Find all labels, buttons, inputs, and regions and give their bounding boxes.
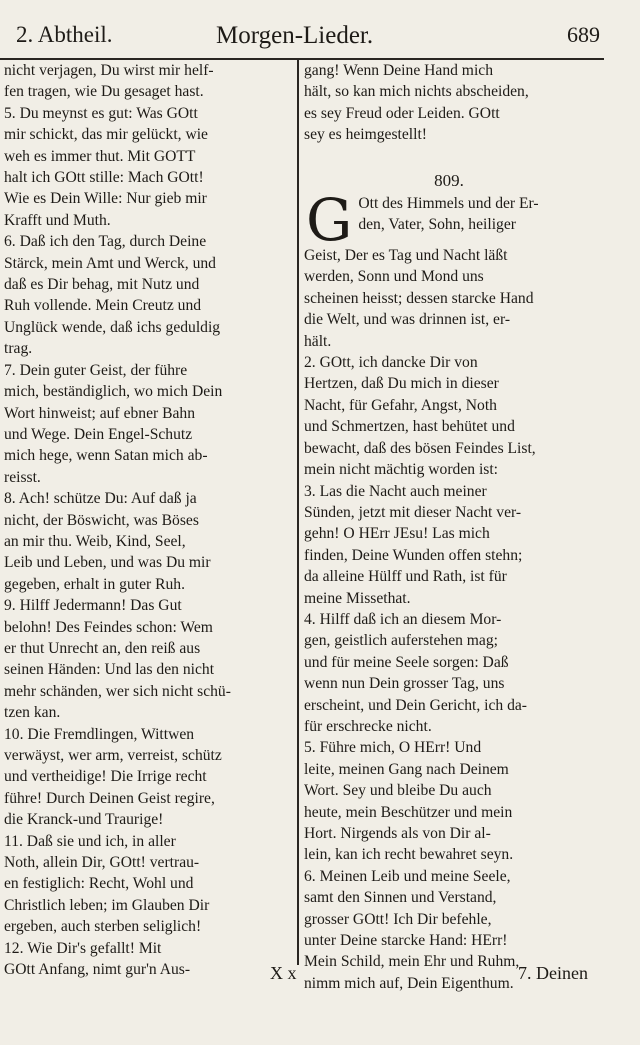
text-line: lein, kan ich recht bewahret seyn. (304, 846, 514, 864)
right-column (304, 60, 594, 994)
drop-cap: G (306, 186, 353, 255)
text-line: verwäyst, wer arm, verreist, schütz (4, 747, 222, 764)
text-line: nicht, der Böswicht, was Böses (4, 511, 199, 529)
text-line: Noth, allein Dir, GOtt! vertrau- (4, 854, 200, 872)
text-line: Wie es Dein Wille: Nur gieb mir (4, 190, 207, 208)
text-line: es sey Freud oder Leiden. GOtt (304, 104, 500, 122)
text-line: trag. (4, 340, 33, 358)
text-line: bewacht, daß des bösen Feindes List, (304, 439, 536, 457)
text-line: an mir thu. Weib, Kind, Seel, (4, 532, 186, 550)
text-line: 10. Die Fremdlingen, Wittwen (4, 725, 195, 743)
text-line: die Kranck-und Traurige! (4, 811, 164, 829)
text-line: hält. (304, 332, 332, 350)
text-line: gang! Wenn Deine Hand mich (304, 62, 493, 79)
text-line: sey es heimgestellt! (304, 126, 427, 144)
text-line: nimm mich auf, Dein Eigenthum. (304, 974, 514, 992)
text-line: erscheint, und Dein Gericht, ich da- (304, 696, 527, 714)
text-line: Wort hinweist; auf ebner Bahn (4, 404, 196, 422)
text-line: gehn! O HErr JEsu! Las mich (304, 525, 490, 543)
text-line: für erschrecke nicht. (304, 717, 432, 735)
text-line: wenn nun Dein grosser Tag, uns (304, 675, 505, 693)
text-line: unter Deine starcke Hand: HErr! (304, 932, 508, 950)
left-column (4, 60, 294, 980)
text-line: und für meine Seele sorgen: Daß (304, 653, 509, 671)
column-divider (297, 60, 299, 965)
page-footer (0, 963, 640, 993)
text-line: reisst. (4, 468, 41, 486)
text-line: Christlich leben; im Glauben Dir (4, 896, 210, 914)
text-line: halt ich GOtt stille: Mach GOtt! (4, 169, 204, 187)
text-line: 6. Daß ich den Tag, durch Deine (4, 233, 207, 251)
text-line: die Welt, und was drinnen ist, er- (304, 311, 511, 329)
text-line: weh es immer thut. Mit GOTT (4, 147, 196, 165)
text-line: Nacht, für Gefahr, Angst, Noth (304, 396, 497, 414)
text-line: grosser GOtt! Ich Dir befehle, (304, 910, 492, 928)
text-line: 7. Dein guter Geist, der führe (4, 361, 188, 379)
text-line: 5. Du meynst es gut: Was GOtt (4, 104, 198, 122)
text-line: er thut Unrecht an, den reiß aus (4, 639, 201, 657)
text-line: Krafft und Muth. (4, 211, 111, 229)
text-line: seinen Händen: Und las den nicht (4, 661, 215, 679)
page-number: 689 (567, 22, 600, 47)
text-line: scheinen heisst; dessen starcke Hand (304, 289, 534, 307)
text-line: leite, meinen Gang nach Deinem (304, 760, 509, 778)
text-line: Geist, Der es Tag und Nacht läßt (304, 247, 508, 265)
text-line: führe! Durch Deinen Geist regire, (4, 789, 215, 807)
text-line: 8. Ach! schütze Du: Auf daß ja (4, 490, 197, 508)
text-line: und vertheidige! Die Irrige recht (4, 768, 207, 786)
text-line: 12. Wie Dir's gefallt! Mit (4, 939, 162, 957)
text-line: samt den Sinnen und Verstand, (304, 889, 497, 907)
page-title: Morgen-Lieder. (216, 22, 374, 49)
text-line: 6. Meinen Leib und meine Seele, (304, 867, 511, 885)
hymn-808-ending (304, 60, 594, 146)
text-line: tzen kan. (4, 704, 61, 722)
text-line: Ruh vollende. Mein Creutz und (4, 297, 202, 315)
text-line: hält, so kan mich nichts abscheiden, (304, 83, 529, 101)
text-line: Ott des Himmels und der Er- (358, 195, 539, 213)
text-line: 3. Las die Nacht auch meiner (304, 482, 487, 500)
section-label: 2. Abtheil. (16, 22, 113, 47)
hymn-number: 809. (434, 170, 464, 190)
text-line: en festiglich: Recht, Wohl und (4, 875, 194, 893)
text-line: mehr schänden, wer sich nicht schü- (4, 682, 231, 700)
text-line: heute, mein Beschützer und mein (304, 803, 513, 821)
signature-mark: X x (270, 963, 297, 983)
text-line: Mein Schild, mein Ehr und Ruhm, (304, 953, 520, 971)
text-line: Hertzen, daß Du mich in dieser (304, 375, 499, 393)
text-line: mich hege, wenn Satan mich ab- (4, 447, 208, 465)
text-line: 5. Führe mich, O HErr! Und (304, 739, 482, 757)
text-line: gen, geistlich auferstehen mag; (304, 632, 498, 650)
text-line: 11. Daß sie und ich, in aller (4, 832, 176, 850)
text-line: Stärck, mein Amt und Werck, und (4, 254, 216, 272)
text-line: daß es Dir behag, mit Nutz und (4, 276, 200, 294)
text-line: 2. GOtt, ich dancke Dir von (304, 354, 478, 372)
text-line: meine Missethat. (304, 589, 411, 607)
catchword: 7. Deinen (518, 963, 588, 983)
text-line: Sünden, jetzt mit dieser Nacht ver- (304, 503, 522, 521)
text-line: belohn! Des Feindes schon: Wem (4, 618, 213, 636)
text-line: gegeben, erhalt in guter Ruh. (4, 575, 186, 593)
text-line: Leib und Leben, und was Du mir (4, 554, 211, 572)
text-line: finden, Deine Wunden offen stehn; (304, 546, 523, 564)
text-line: und Schmertzen, hast behütet und (304, 418, 515, 436)
text-line: mich, beständiglich, wo mich Dein (4, 383, 223, 401)
text-line: fen tragen, wie Du gesaget hast. (4, 83, 204, 101)
running-header (16, 22, 600, 52)
text-line: da alleine Hülff und Rath, ist für (304, 568, 507, 586)
hymn-809-opening (304, 186, 594, 255)
text-line: 4. Hilff daß ich an diesem Mor- (304, 610, 502, 628)
text-line: 9. Hilff Jedermann! Das Gut (4, 597, 182, 615)
text-line: nicht verjagen, Du wirst mir helf- (4, 62, 214, 79)
text-line: mein nicht mächtig worden ist: (304, 461, 499, 479)
text-line: und Wege. Dein Engel-Schutz (4, 425, 193, 443)
text-line: werden, Sonn und Mond uns (304, 268, 484, 286)
text-line: den, Vater, Sohn, heiliger (358, 216, 516, 234)
text-line: mir schickt, das mir gelückt, wie (4, 126, 208, 144)
text-line: ergeben, auch sterben seliglich! (4, 918, 202, 936)
text-line: Wort. Sey und bleibe Du auch (304, 782, 492, 800)
text-line: Unglück wende, daß ichs geduldig (4, 318, 221, 336)
text-line: Hort. Nirgends als von Dir al- (304, 825, 491, 842)
hymn-809-verses (304, 245, 594, 994)
text-line: GOtt Anfang, nimt gur'n Aus- (4, 961, 191, 979)
